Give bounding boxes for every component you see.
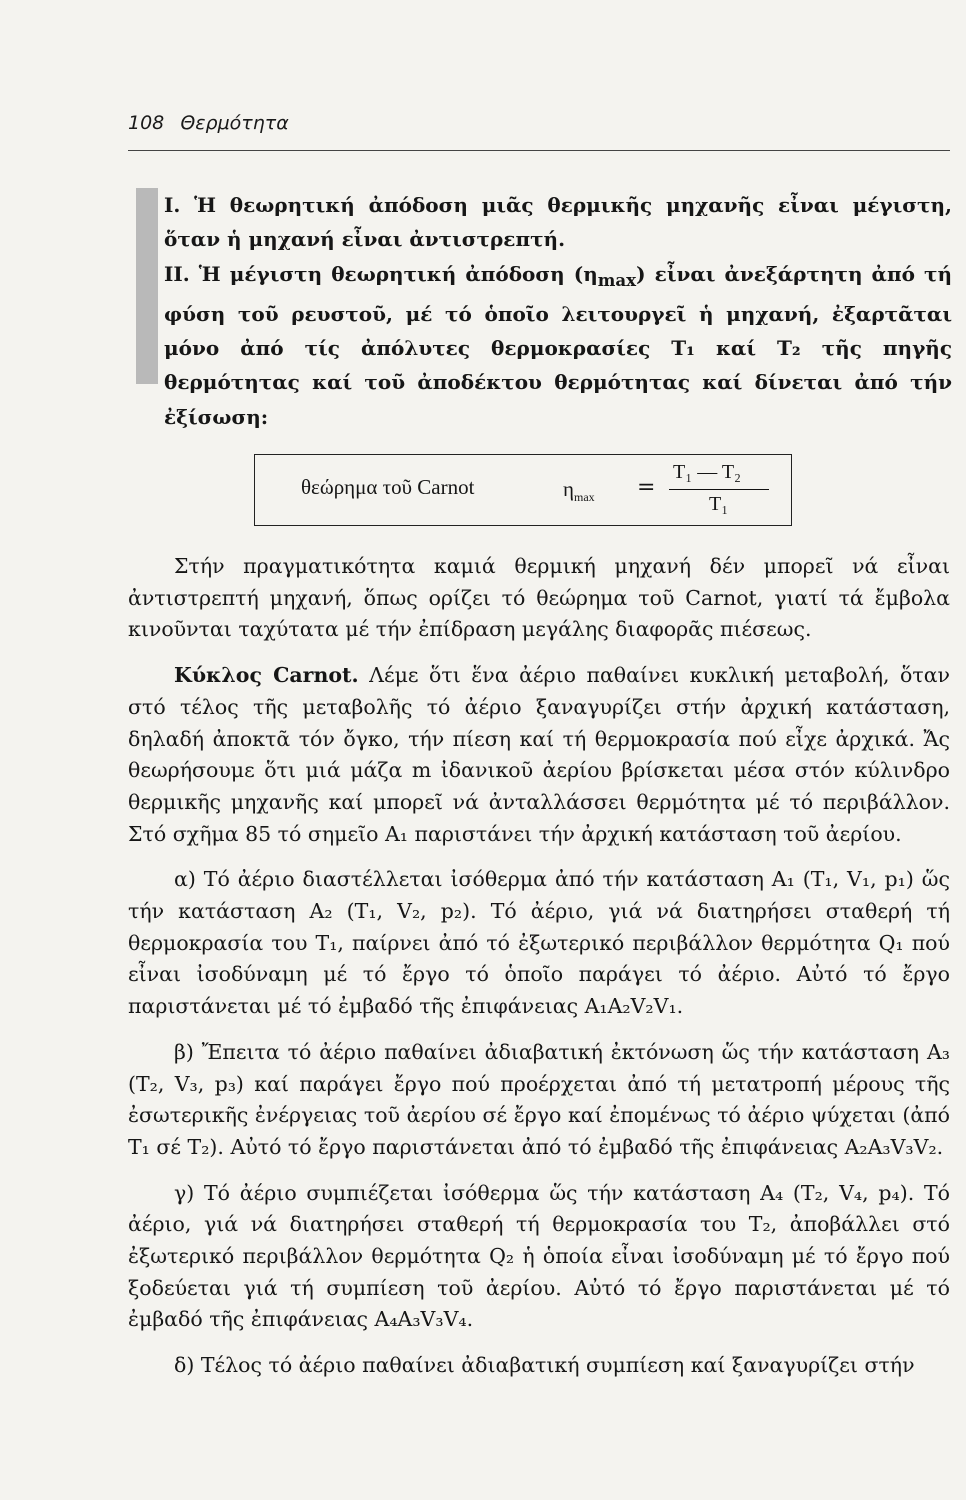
theorem-label: θεώρημα τοῦ Carnot: [301, 475, 475, 499]
conclusions-block: [164, 188, 952, 434]
efficiency-formula: [563, 455, 783, 525]
conclusion-2: ΙΙ. Ἡ μέγιστη θεωρητική ἀπόδοση $(\eta_{max})$ εἶναι ἀνεξάρτητη ἀπό τή φύση τοῦ ρευστοῦ, μέ τό ὁποῖο λειτουργεῖ ἡ μηχανή, ἐξαρτᾶται μόνο ἀπό τίς ἀπόλυτες θερμοκρασίες T₁ καί T₂ τῆς πηγῆς θερμότητας καί τοῦ ἀποδέκτου θερμότητας καί δίνεται ἀπό τήν ἐξίσωση:: [164, 261, 953, 429]
paragraph-step-c: γ) Τό ἀέριο συμπιέζεται ἰσόθερμα ὥς τήν κατάσταση A₄ (T₂, V₄, p₄). Τό ἀέριο, γιά νά διατηρήσει σταθερή τή θερμοκρασία του T₂, ἀποβάλλει στό ἐξωτερικό περιβάλλον θερμότητα Q₂ ἡ ὁποία εἶναι ἰσοδύναμη μέ τό ἔργο πού ξοδεύεται γιά τή συμπίεση τοῦ ἀερίου. Αὐτό τό ἔργο παριστάνεται μέ τό ἐμβαδό τῆς ἐπιφάνειας A₄A₃V₃V₄.: [128, 1180, 950, 1332]
fraction-bar: [669, 489, 769, 490]
conclusion-1: Ι. Ἡ θεωρητική ἀπόδοση μιᾶς θερμικῆς μηχανῆς εἶναι μέγιστη, ὅταν ἡ μηχανή εἶναι ἀντιστρεπτή.: [164, 193, 952, 252]
paragraph-reality: Στήν πραγματικότητα καμιά θερμική μηχανή δέν μπορεῖ νά εἶναι ἀντιστρεπτή μηχανή, ὅπως ορίζει τό θεώρημα τοῦ Carnot, γιατί τά ἔμβολα κινοῦνται ταχύτατα μέ τήν ἐπίδραση μεγάλης διαφορᾶς πιέσεως.: [128, 554, 950, 642]
paragraph-step-b: β) Ἔπειτα τό ἀέριο παθαίνει ἀδιαβατική ἐκτόνωση ὥς τήν κατάσταση A₃ (T₂, V₃, p₃) καί παράγει ἔργο πού προέρχεται ἀπό τή μετατροπή μέρους τῆς ἐσωτερικῆς ἐνέργειας τοῦ ἀερίου σέ ἔργο καί ἐπομένως τό ἀέριο ψύχεται (ἀπό T₁ σέ T₂). Αὐτό τό ἔργο παριστάνεται ἀπό τό ἐμβαδό τῆς ἐπιφάνειας A₂A₃V₃V₂.: [128, 1039, 950, 1159]
formula-numerator: T₁ — T₂: [673, 461, 742, 483]
running-title: Θερμότητα: [180, 112, 289, 134]
running-header: [128, 112, 289, 134]
body-text: [128, 551, 950, 1382]
header-rule: [128, 150, 950, 151]
page-number: 108: [128, 112, 165, 134]
paragraph-step-d: δ) Τέλος τό ἀέριο παθαίνει ἀδιαβατική συμπίεση καί ξαναγυρίζει στήν: [174, 1353, 915, 1378]
formula-lhs: $\eta_{max}$: [563, 477, 595, 505]
paragraph-carnot-cycle: Κύκλος Carnot. Λέμε ὅτι ἕνα ἀέριο παθαίνει κυκλική μεταβολή, ὅταν στό τέλος τῆς μεταβολῆς τό ἀέριο ξαναγυρίζει στήν ἀρχική κατάσταση, δηλαδή ἀποκτᾶ τόν ὄγκο, τήν πίεση καί τή θερμοκρασία πού εἶχε ἀρχικά. Ἄς θεωρήσουμε ὅτι μιά μάζα m ἰδανικοῦ ἀερίου βρίσκεται μέσα στόν κύλινδρο θερμικῆς μηχανῆς καί μπορεῖ νά ἀνταλλάσσει θερμότητα μέ τό περιβάλλον. Στό σχῆμα 85 τό σημεῖο A₁ παριστάνει τήν ἀρχική κατάσταση τοῦ ἀερίου.: [128, 663, 950, 846]
formula-denominator: T₁: [709, 493, 729, 515]
paragraph-step-a: α) Τό ἀέριο διαστέλλεται ἰσόθερμα ἀπό τήν κατάσταση A₁ (T₁, V₁, p₁) ὥς τήν κατάσταση A₂ (T₁, V₂, p₂). Τό ἀέριο, γιά νά διατηρήσει σταθερή τή θερμοκρασία του T₁, παίρνει ἀπό τό ἐξωτερικό περιβάλλον θερμότητα Q₁ πού εἶναι ἰσοδύναμη μέ τό ἔργο τό ὁποῖο παράγει τό ἀέριο. Αὐτό τό ἔργο παριστάνεται μέ τό ἐμβαδό τῆς ἐπιφάνειας A₁A₂V₂V₁.: [128, 867, 950, 1019]
margin-highlight-bar: [136, 188, 158, 384]
carnot-theorem-box: [254, 454, 792, 526]
carnot-cycle-heading: Κύκλος Carnot.: [174, 663, 359, 688]
formula-equals: =: [637, 475, 656, 500]
